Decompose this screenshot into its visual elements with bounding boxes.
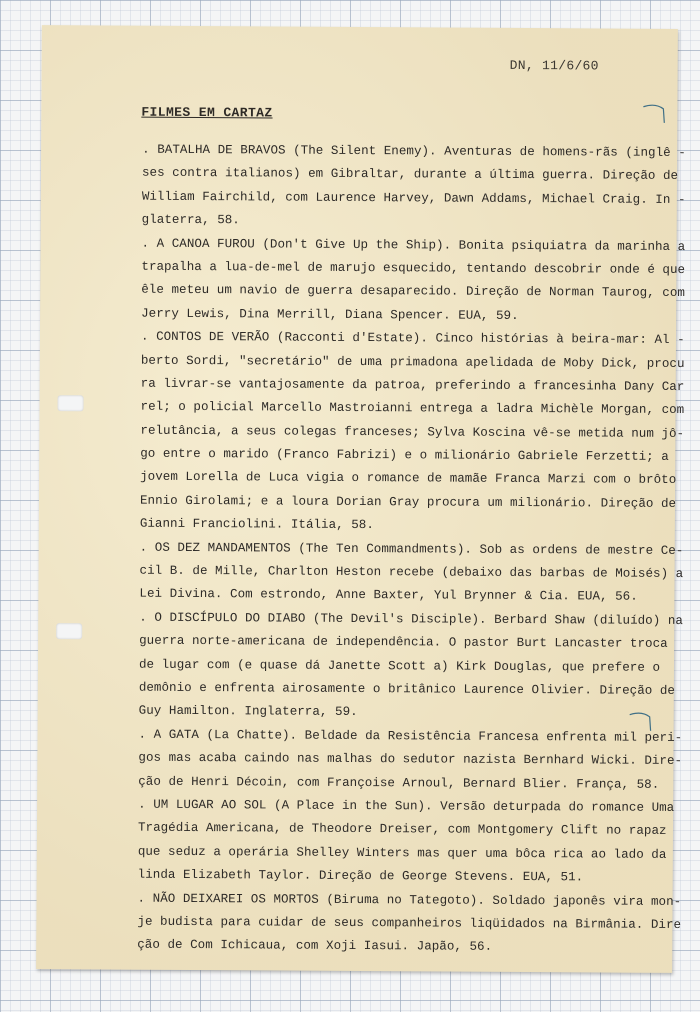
text-line: Tragédia Americana, de Theodore Dreiser, com Montgomery Clift no rapaz: [137, 820, 667, 839]
text-line: de lugar com (e quase dá Janette Scott a) Kirk Douglas, que prefere o: [138, 657, 661, 675]
text-line: Lei Divina. Com estrondo, Anne Baxter, Yul Brynner & Cia. EUA, 56.: [139, 587, 638, 605]
text-line: go entre o marido (Franco Fabrizi) e o milionário Gabriele Ferzetti; a: [140, 446, 669, 464]
text-line: . O DISCÍPULO DO DIABO (The Devil's Disciple). Berbard Shaw (diluído) na: [139, 610, 683, 628]
text-line: demônio e enfrenta airosamente o britânico Laurence Olivier. Direção de: [138, 680, 676, 698]
text-line: ção de Com Ichicaua, com Xoji Iasui. Japão, 56.: [137, 937, 493, 955]
text-line: . CONTOS DE VERÃO (Racconti d'Estate). Cinco histórias à beira-mar: Al -: [140, 329, 685, 348]
text-line: ses contra italianos) em Gibraltar, durante a última guerra. Direção de: [141, 166, 679, 184]
typewritten-page: [36, 25, 686, 973]
text-line: . NÃO DEIXAREI OS MORTOS (Biruma no Tategoto). Soldado japonês vira mon-: [137, 891, 682, 909]
text-line: Ennio Girolami; e a loura Dorian Gray procura um milionário. Direção de: [139, 493, 677, 511]
text-line: ra livrar-se vantajosamente da patroa, preferindo a francesinha Dany Car: [140, 376, 685, 394]
text-line: rel; o policial Marcello Mastroianni entrega a ladra Michèle Morgan, com: [140, 399, 685, 418]
text-line: relutância, a seus colegas franceses; Sylva Koscina vê-se metida num jô-: [140, 423, 685, 441]
text-line: . UM LUGAR AO SOL (A Place in the Sun). Versão deturpada do romance Uma: [138, 797, 675, 815]
punch-hole-upper: [58, 395, 84, 411]
text-line: que seduz a operária Shelley Winters mas quer uma bôca rica ao lado da: [137, 844, 667, 862]
text-line: . A GATA (La Chatte). Beldade da Resistência Francesa enfrenta mil peri-: [138, 727, 683, 745]
pen-check-mark-bottom: [626, 709, 656, 735]
punch-hole-lower: [56, 623, 82, 639]
page-heading: FILMES EM CARTAZ: [141, 104, 273, 121]
text-line: êle meteu um navio de guerra desaparecido. Direção de Norman Taurog, com: [141, 283, 685, 301]
text-line: . BATALHA DE BRAVOS (The Silent Enemy). Aventuras de homens-rãs (inglê -: [142, 142, 686, 161]
text-line: William Fairchild, com Laurence Harvey, Dawn Addams, Michael Craig. In -: [141, 189, 686, 207]
dateline: DN, 11/6/60: [509, 57, 599, 74]
text-line: ção de Henri Décoin, com Françoise Arnoul, Bernard Blier. França, 58.: [138, 774, 660, 792]
film-listings: [137, 139, 700, 961]
text-line: linda Elizabeth Taylor. Direção de George Stevens. EUA, 51.: [137, 867, 584, 885]
text-line: . A CANOA FUROU (Don't Give Up the Ship). Bonita psiquiatra da marinha a: [141, 236, 686, 254]
text-line: gos mas acaba caindo nas malhas do sedutor nazista Bernhard Wicki. Dire-: [138, 750, 683, 769]
text-line: je budista para cuidar de seus companheiros liqüidados na Birmânia. Dire: [137, 914, 682, 932]
pen-check-mark-top: [639, 101, 669, 127]
text-line: jovem Lorella de Luca vigia o romance de mamãe Franca Marzi com o brôto: [140, 470, 677, 488]
text-line: . OS DEZ MANDAMENTOS (The Ten Commandments). Sob as ordens de mestre Ce-: [139, 540, 684, 558]
text-line: glaterra, 58.: [141, 212, 240, 228]
text-line: trapalha a lua-de-mel de marujo esquecido, tentando descobrir onde é que: [141, 259, 686, 277]
text-line: Gianni Franciolini. Itália, 58.: [139, 516, 374, 533]
text-line: berto Sordi, "secretário" de uma primadona apelidada de Moby Dick, procu: [140, 353, 685, 371]
text-line: guerra norte-americana de independência. O pastor Burt Lancaster troca: [139, 633, 668, 652]
text-line: cil B. de Mille, Charlton Heston recebe (debaixo das barbas de Moisés) a: [139, 563, 684, 582]
text-line: Jerry Lewis, Dina Merrill, Diana Spencer. EUA, 59.: [141, 306, 519, 323]
text-line: Guy Hamilton. Inglaterra, 59.: [138, 704, 358, 720]
